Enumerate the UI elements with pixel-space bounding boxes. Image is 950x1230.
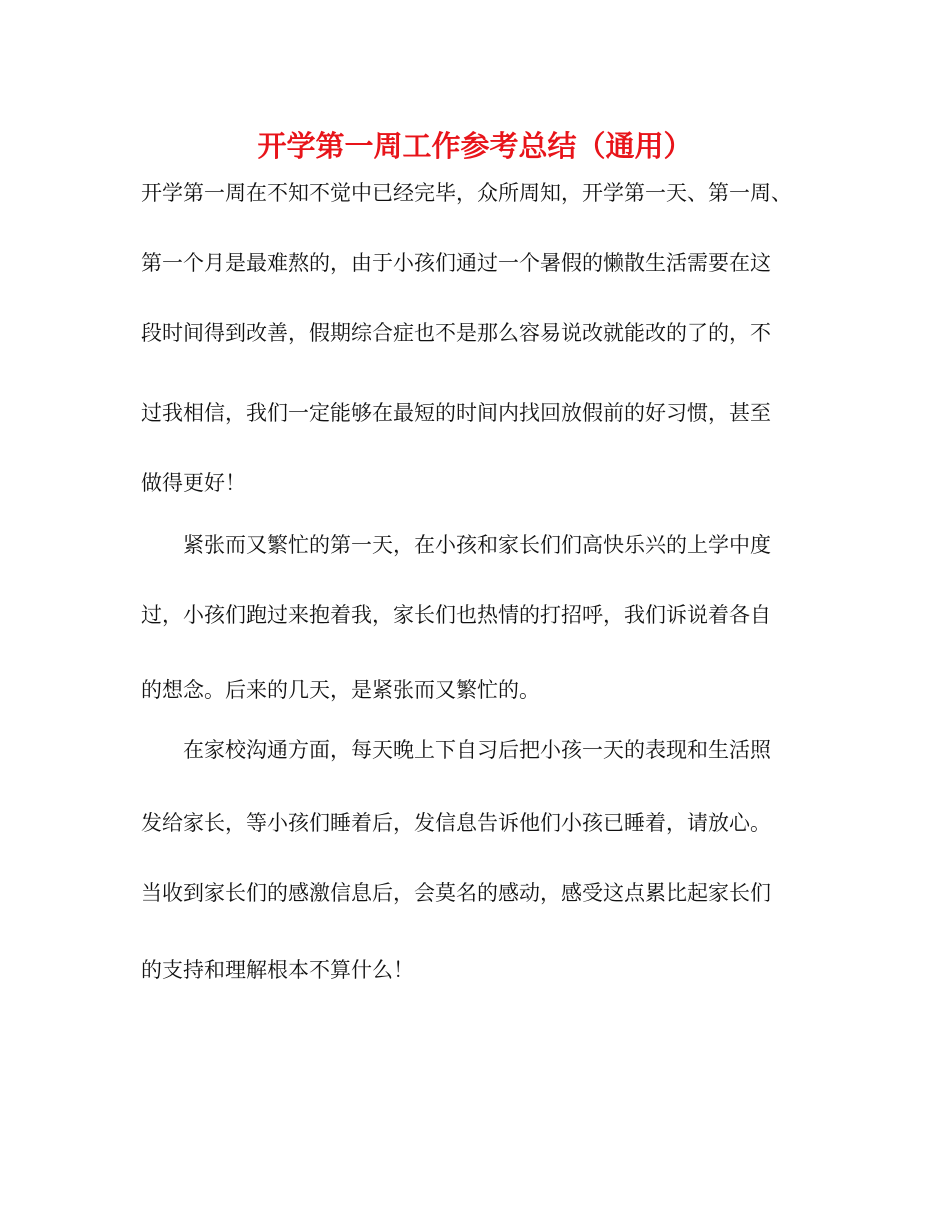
paragraph-3-line-2: 发给家长，等小孩们睡着后，发信息告诉他们小孩已睡着，请放心。: [141, 811, 771, 835]
paragraph-1-line-2: 第一个月是最难熬的，由于小孩们通过一个暑假的懒散生活需要在这: [141, 251, 771, 275]
paragraph-1-line-4: 过我相信，我们一定能够在最短的时间内找回放假前的好习惯，甚至: [141, 401, 771, 425]
page-title: 开学第一周工作参考总结（通用）: [257, 129, 693, 163]
paragraph-2-line-1: 紧张而又繁忙的第一天，在小孩和家长们们高快乐兴的上学中度: [183, 533, 771, 557]
paragraph-1-line-1: 开学第一周在不知不觉中已经完毕，众所周知，开学第一天、第一周、: [141, 181, 792, 205]
paragraph-3-line-4: 的支持和理解根本不算什么！: [141, 958, 414, 982]
paragraph-3-line-1: 在家校沟通方面，每天晚上下自习后把小孩一天的表现和生活照: [183, 738, 771, 762]
paragraph-3-line-3: 当收到家长们的感激信息后，会莫名的感动，感受这点累比起家长们: [141, 881, 771, 905]
paragraph-2-line-3: 的想念。后来的几天，是紧张而又繁忙的。: [141, 678, 540, 702]
paragraph-2-line-2: 过，小孩们跑过来抱着我，家长们也热情的打招呼，我们诉说着各自: [141, 603, 771, 627]
paragraph-1-line-5: 做得更好！: [141, 471, 246, 495]
paragraph-1-line-3: 段时间得到改善，假期综合症也不是那么容易说改就能改的了的，不: [141, 321, 771, 345]
